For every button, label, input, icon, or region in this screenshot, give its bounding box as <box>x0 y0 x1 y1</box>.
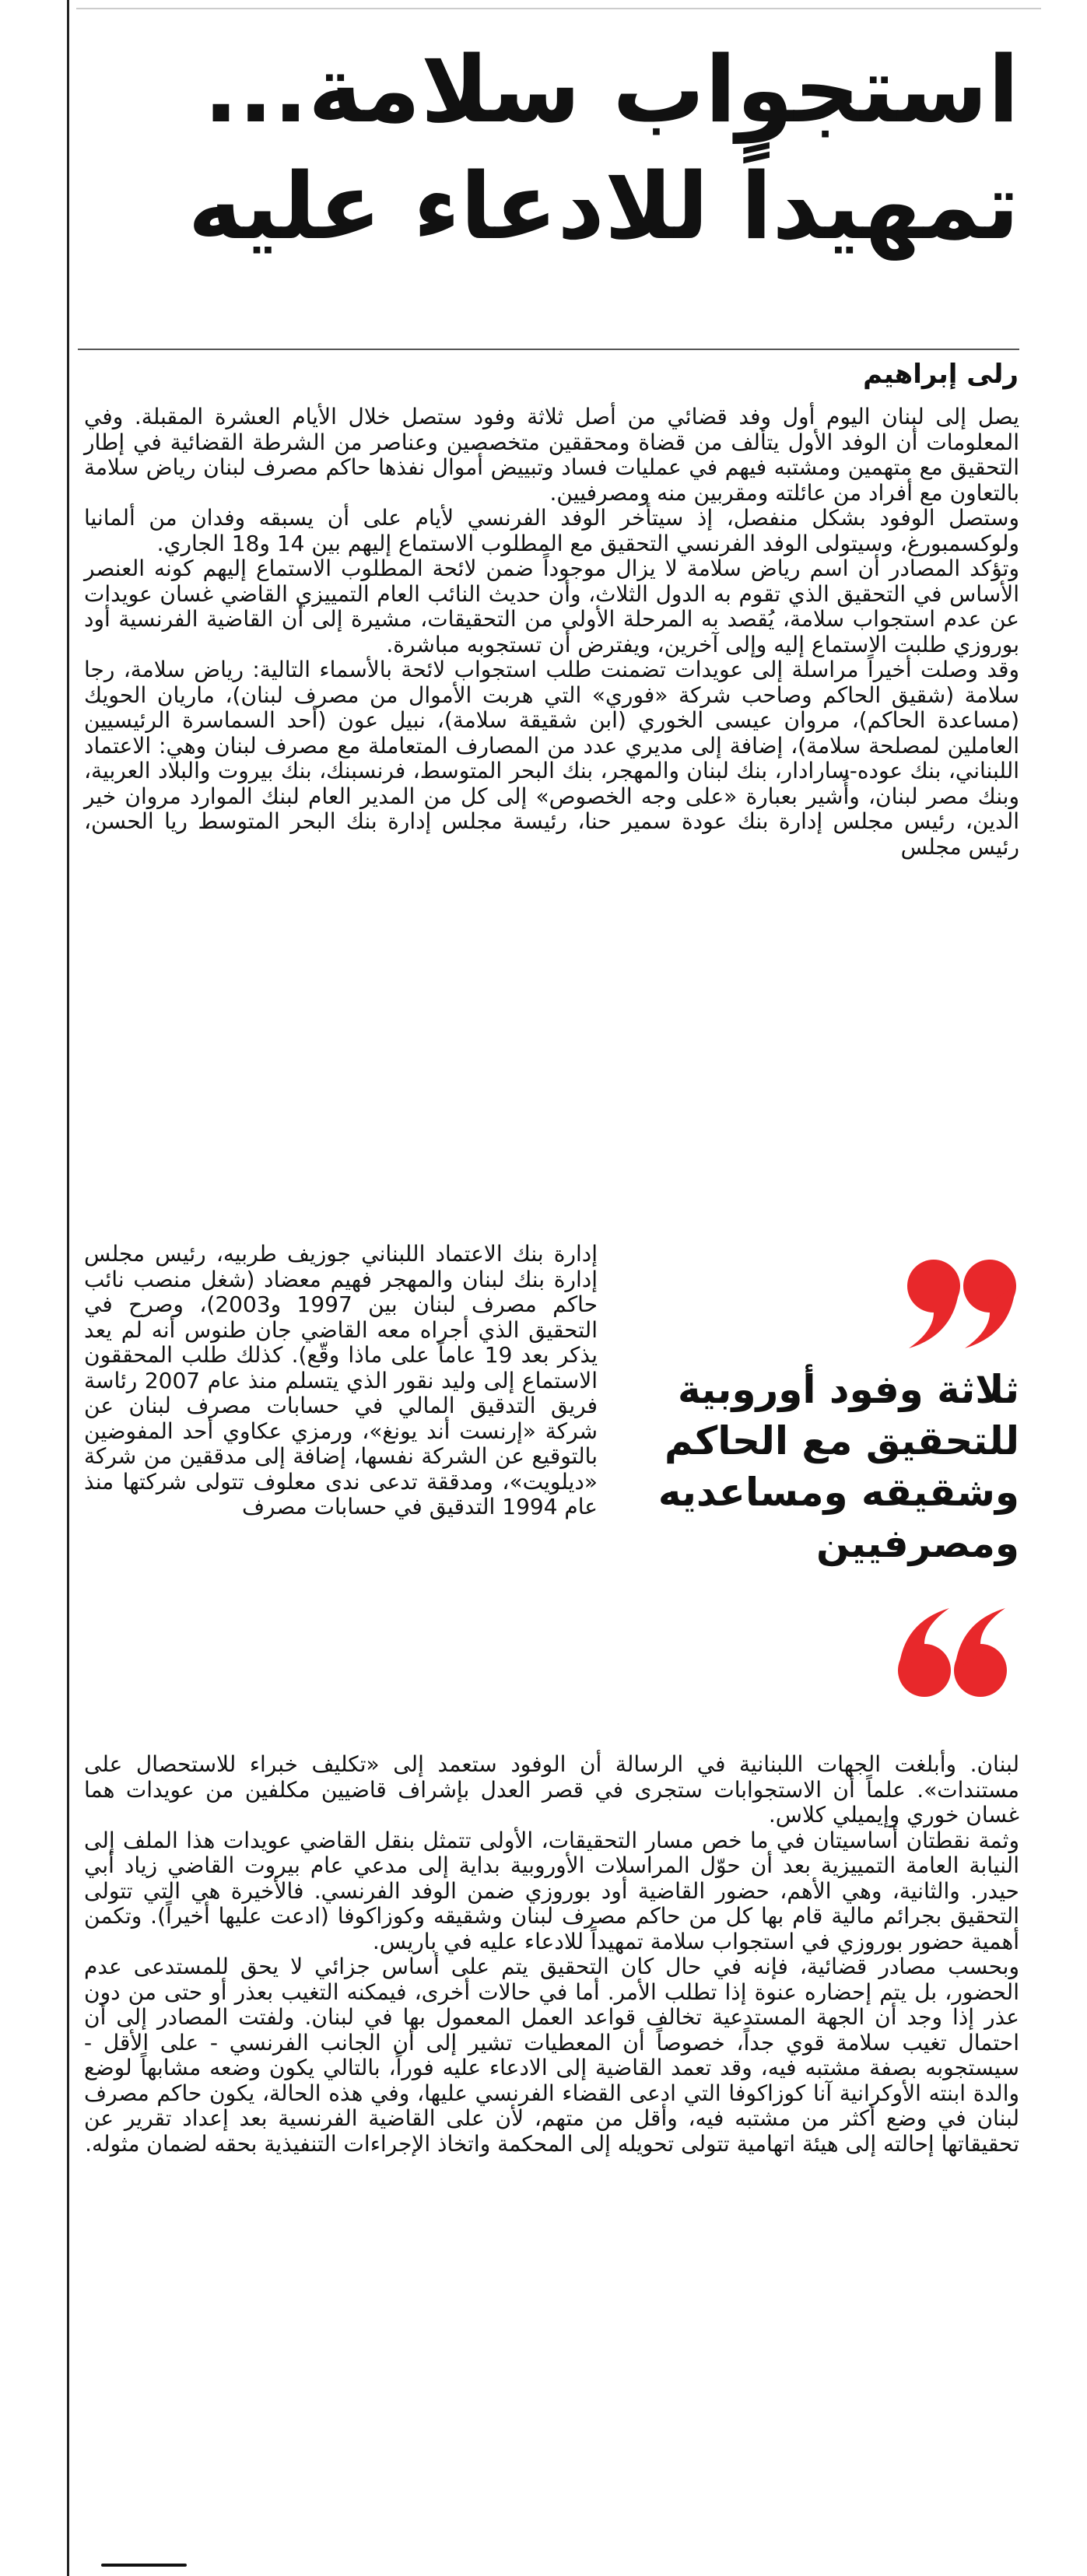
quote-close-icon <box>893 1607 1010 1700</box>
pull-quote-text: ثلاثة وفود أوروبية للتحقيق مع الحاكم وشقيقه ومساعديه ومصرفيين <box>657 1367 1019 1566</box>
pull-quote <box>607 1241 1019 1754</box>
article-body-inset <box>84 1242 598 1520</box>
footer-mark <box>101 2564 187 2567</box>
column-rule-left <box>67 0 69 2576</box>
headline-divider <box>78 349 1019 350</box>
headline-line-1: استجواب سلامة... <box>203 36 1019 143</box>
byline: رلى إبراهيم <box>863 359 1019 390</box>
article-body-bottom <box>84 1752 1019 2157</box>
paragraph: لبنان. وأبلغت الجهات اللبنانية في الرسالة أن الوفود ستعمد إلى «تكليف خبراء للاستحصال على مستندات». علماً أن الاستجوابات ستجرى في قصر العدل بإشراف قاضيين مكلفين من عويدات هما غسان خوري وإيميلي كلاس. <box>84 1751 1019 1828</box>
paragraph: وثمة نقطتان أساسيتان في ما خص مسار التحقيقات، الأولى تتمثل بنقل القاضي عويدات هذا الملف إلى النيابة العامة التمييزية بعد أن حوّل المراسلات الأوروبية بداية إلى مدعي عام بيروت القاضي زياد أبي حيدر. والثانية، وهي الأهم، حضور القاضية أود بوروزي ضمن الوفد الفرنسي. فالأخيرة هي التي تتولى التحقيق بجرائم مالية قام بها كل من حاكم مصرف لبنان وشقيقه وكوزاكوفا (ادعت عليها أخيراً). وتكمن أهمية حضور بوروزي في استجواب سلامة تمهيداً للادعاء عليه في باريس. <box>84 1827 1019 1954</box>
paragraph: وتؤكد المصادر أن اسم رياض سلامة لا يزال موجوداً ضمن لائحة المطلوب الاستماع إليهم كونه العنصر الأساس في التحقيق الذي تقوم به الدول الثلاث، وأن حديث النائب العام التمييزي القاضي غسان عويدات عن عدم استجواب سلامة، يُقصد به المرحلة الأولى من التحقيقات، مشيرة إلى أن القاضية الفرنسية أود بوروزي طلبت الاستماع إليه وإلى آخرين، ويفترض أن تستجوبه مباشرة. <box>84 556 1019 657</box>
paragraph: إدارة بنك الاعتماد اللبناني جوزيف طربيه، رئيس مجلس إدارة بنك لبنان والمهجر فهيم معضاد (شغل منصب نائب حاكم مصرف لبنان بين 1997 و2003)، وصرح في التحقيق الذي أجراه معه القاضي جان طنوس أنه لم يعد يذكر بعد 19 عاماً على ماذا وقّع). كذلك طلب المحققون الاستماع إلى وليد نقور الذي يتسلم منذ عام 2007 رئاسة فريق التدقيق المالي في حسابات مصرف لبنان عن شركة «إرنست أند يونغ»، ورمزي عكاوي أحد المفوضين بالتوقيع عن الشركة نفسها، إضافة إلى مدققين من شركة «ديلويت»، ومدققة تدعى ندى معلوف تتولى شركتها منذ عام 1994 التدقيق في حسابات مصرف <box>84 1241 598 1519</box>
paragraph: وقد وصلت أخيراً مراسلة إلى عويدات تضمنت طلب استجواب لائحة بالأسماء التالية: رياض سلامة، رجا سلامة (شقيق الحاكم وصاحب شركة «فوري» التي هربت الأموال من مصرف لبنان)، ماريان الحويك (مساعدة الحاكم)، مروان عيسى الخوري (ابن شقيقة سلامة)، نبيل عون (أحد السماسرة الرئيسيين العاملين لمصلحة سلامة)، إضافة إلى مديري عدد من المصارف المتعاملة مع مصرف لبنان وهي: الاعتماد اللبناني، بنك عوده-سارادار، بنك لبنان والمهجر، بنك البحر المتوسط، فرنسبنك، بنك بيروت والبلاد العربية، وبنك مصر لبنان، وأُشير بعبارة «على وجه الخصوص» إلى كل من المدير العام لبنك الموارد مروان خير الدين، رئيس مجلس إدارة بنك عودة سمير حنا، رئيسة مجلس إدارة بنك البحر المتوسط ريا الحسن، رئيس مجلس <box>84 657 1019 860</box>
paragraph: وبحسب مصادر قضائية، فإنه في حال كان التحقيق يتم على أساس جزائي لا يحق للمستدعى عدم الحضور، بل يتم إحضاره عنوة إذا تطلب الأمر. أما في حالات أخرى، فيمكنه التغيب بعذر أو حتى من دون عذر إذا وجد أن الجهة المستدعية تخالف قواعد العمل المعمول بها في لبنان. ولفتت المصادر إلى أن احتمال تغيب سلامة قوي جداً، خصوصاً أن المعطيات تشير إلى أن الجانب الفرنسي - على الأقل - سيستجوبه بصفة مشتبه فيه، وقد تعمد القاضية إلى الادعاء عليه فوراً، بالتالي يكون وضعه مشابهاً لوضع والدة ابنته الأوكرانية آنا كوزاكوفا التي ادعى القضاء الفرنسي عليها، وفي هذه الحالة، يكون حاكم مصرف لبنان في وضع أكثر من مشتبه فيه، وأقل من متهم، لأن على القاضية الفرنسية بعد إعداد تقرير عن تحقيقاتها إحالته إلى هيئة اتهامية تتولى تحويله إلى المحكمة واتخاذ الإجراءات التنفيذية بحقه لضمان مثوله. <box>84 1954 1019 2157</box>
quote-open-icon <box>903 1256 1019 1350</box>
headline-line-2: تمهيداً للادعاء عليه <box>188 152 1019 260</box>
paragraph: يصل إلى لبنان اليوم أول وفد قضائي من أصل ثلاثة وفود ستصل خلال الأيام العشرة المقبلة. وفي المعلومات أن الوفد الأول يتألف من قضاة ومحققين متخصصين وعناصر من الشرطة القضائية في إطار التحقيق مع متهمين ومشتبه فيهم في عمليات فساد وتبييض أموال نفذها حاكم مصرف لبنان رياض سلامة بالتعاون مع أفراد من عائلته ومقربين منه ومصرفيين. <box>84 404 1019 506</box>
top-rule <box>76 8 1041 9</box>
paragraph: وستصل الوفود بشكل منفصل، إذ سيتأخر الوفد الفرنسي لأيام على أن يسبقه وفدان من ألمانيا ولوكسمبورغ، وسيتولى الوفد الفرنسي التحقيق مع المطلوب الاستماع إليهم بين 14 و18 الجاري. <box>84 505 1019 556</box>
article-body-top <box>84 405 1019 860</box>
headline <box>93 31 1019 265</box>
